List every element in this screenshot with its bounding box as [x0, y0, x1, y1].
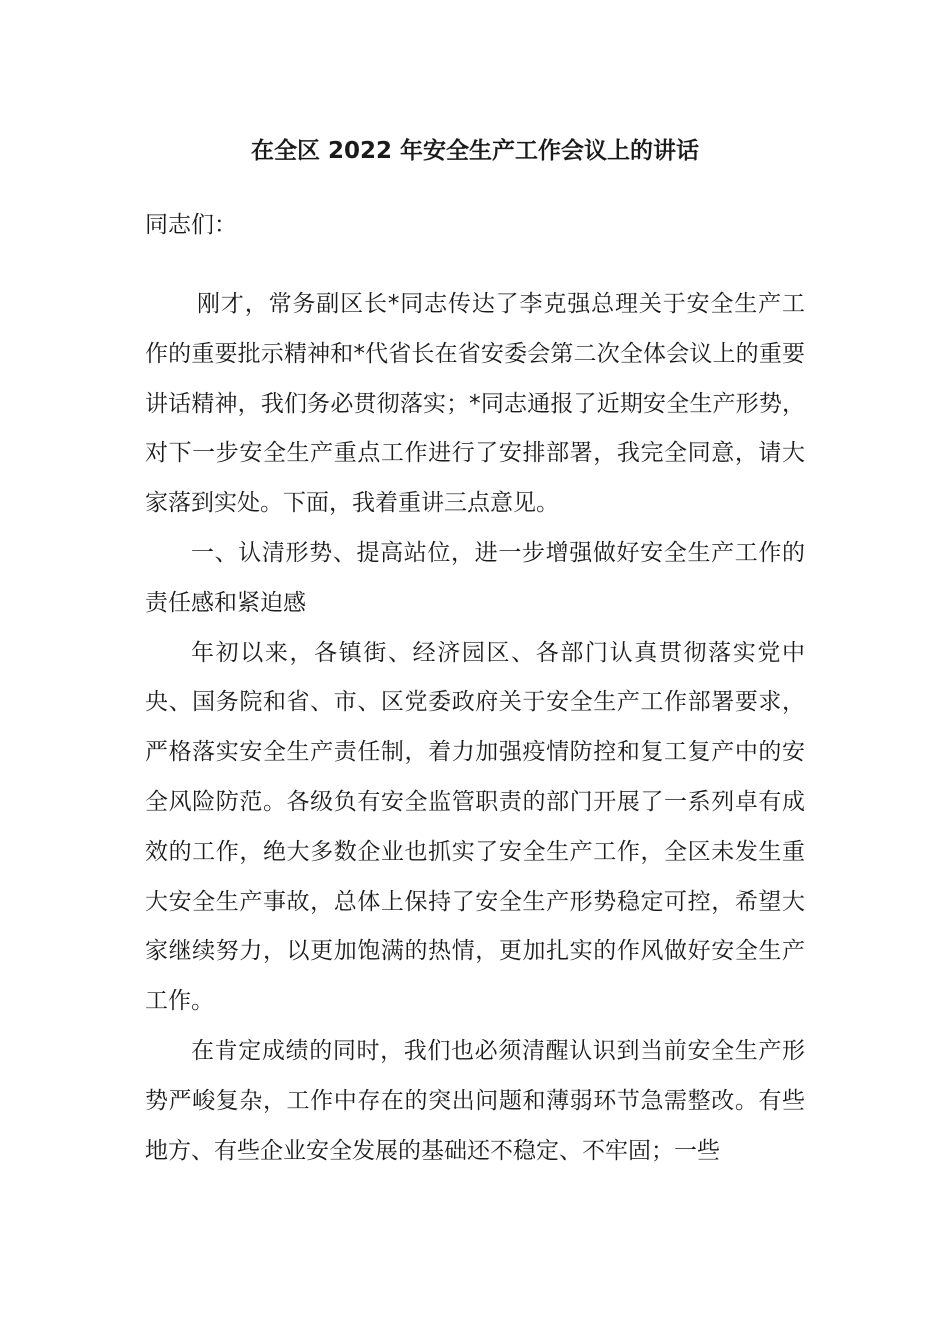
document-title: 在全区 2022 年安全生产工作会议上的讲话 — [250, 138, 700, 164]
salutation: 同志们： — [145, 212, 237, 238]
paragraph-problems: 在肯定成绩的同时，我们也必须清醒认识到当前安全生产形势严峻复杂，工作中存在的突出问题和薄弱环节急需整改。有些地方、有些企业安全发展的基础还不稳定、不牢固；一些 — [145, 1037, 805, 1164]
paragraph-achievements: 年初以来，各镇街、经济园区、各部门认真贯彻落实党中央、国务院和省、市、区党委政府关于安全生产工作部署要求，严格落实安全生产责任制，着力加强疫情防控和复工复产中的安全风险防范。各级负有安全监管职责的部门开展了一系列卓有成效的工作，绝大多数企业也抓实了安全生产工作，全区未发生重大安全生产事故，总体上保持了安全生产形势稳定可控，希望大家继续努力，以更加饱满的热情，更加扎实的作风做好安全生产工作。 — [145, 639, 805, 1015]
section-heading-1: 一、认清形势、提高站位，进一步增强做好安全生产工作的责任感和紧迫感 — [145, 539, 805, 616]
paragraph-opening: 刚才，常务副区长*同志传达了李克强总理关于安全生产工作的重要批示精神和*代省长在省安委会第二次全体会议上的重要讲话精神，我们务必贯彻落实；*同志通报了近期安全生产形势，对下一步安全生产重点工作进行了安排部署，我完全同意，请大家落到实处。下面，我着重讲三点意见。 — [145, 291, 805, 517]
document-body — [145, 200, 805, 1176]
